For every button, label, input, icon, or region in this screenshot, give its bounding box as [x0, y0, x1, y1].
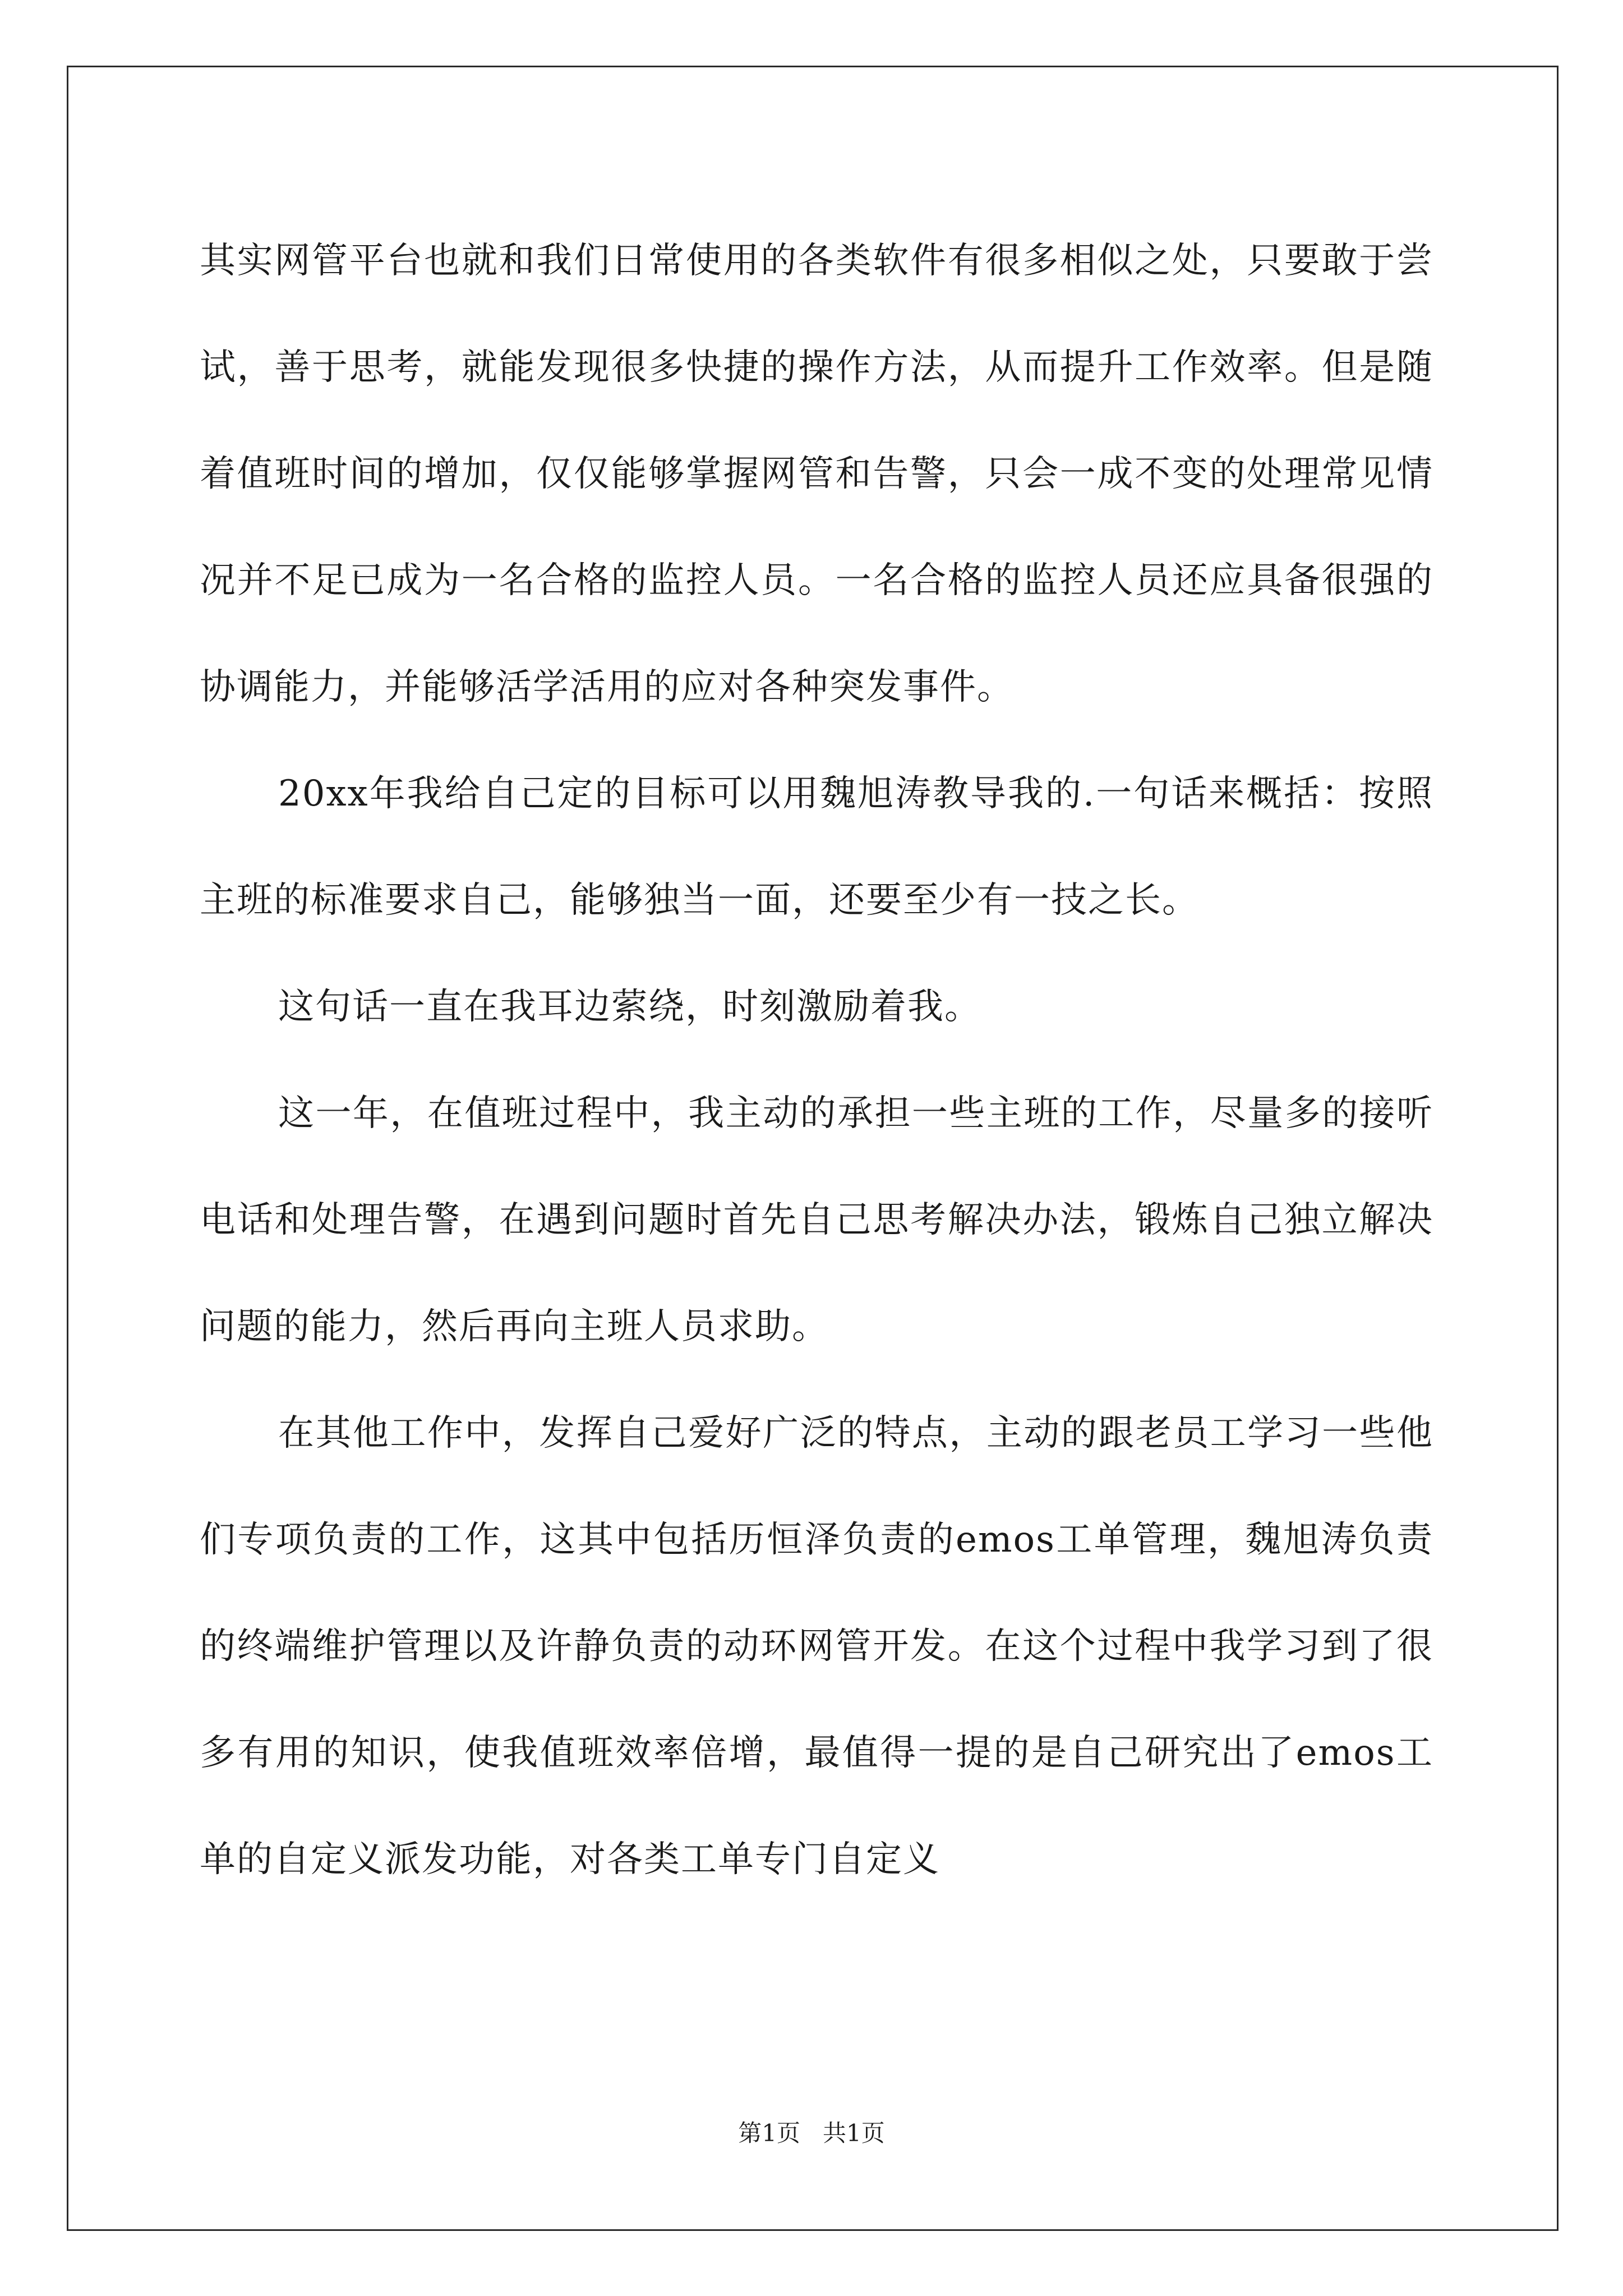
paragraph-3: 这句话一直在我耳边萦绕，时刻激励着我。	[278, 986, 981, 1028]
paragraph-2: 20xx年我给自己定的目标可以用魏旭涛教导我的.一句话来概括：按照主班的标准要求自己，能够独当一面，还要至少有一技之长。	[200, 773, 1433, 921]
document-body	[200, 208, 1433, 1913]
paragraph-5: 在其他工作中，发挥自己爱好广泛的特点，主动的跟老员工学习一些他们专项负责的工作，这其中包括历恒泽负责的emos工单管理，魏旭涛负责的终端维护管理以及许静负责的动环网管开发。在这个过程中我学习到了很多有用的知识，使我值班效率倍增，最值得一提的是自己研究出了emos工单的自定义派发功能，对各类工单专门自定义	[200, 1412, 1433, 1880]
page-number-footer: 第1页 共1页	[738, 2119, 885, 2147]
paragraph-4: 这一年，在值班过程中，我主动的承担一些主班的工作，尽量多的接听电话和处理告警，在遇到问题时首先自己思考解决办法，锻炼自己独立解决问题的能力，然后再向主班人员求助。	[200, 1093, 1433, 1347]
paragraph-1: 其实网管平台也就和我们日常使用的各类软件有很多相似之处，只要敢于尝试，善于思考，就能发现很多快捷的操作方法，从而提升工作效率。但是随着值班时间的增加，仅仅能够掌握网管和告警，只会一成不变的处理常见情况并不足已成为一名合格的监控人员。一名合格的监控人员还应具备很强的协调能力，并能够活学活用的应对各种突发事件。	[200, 240, 1433, 708]
